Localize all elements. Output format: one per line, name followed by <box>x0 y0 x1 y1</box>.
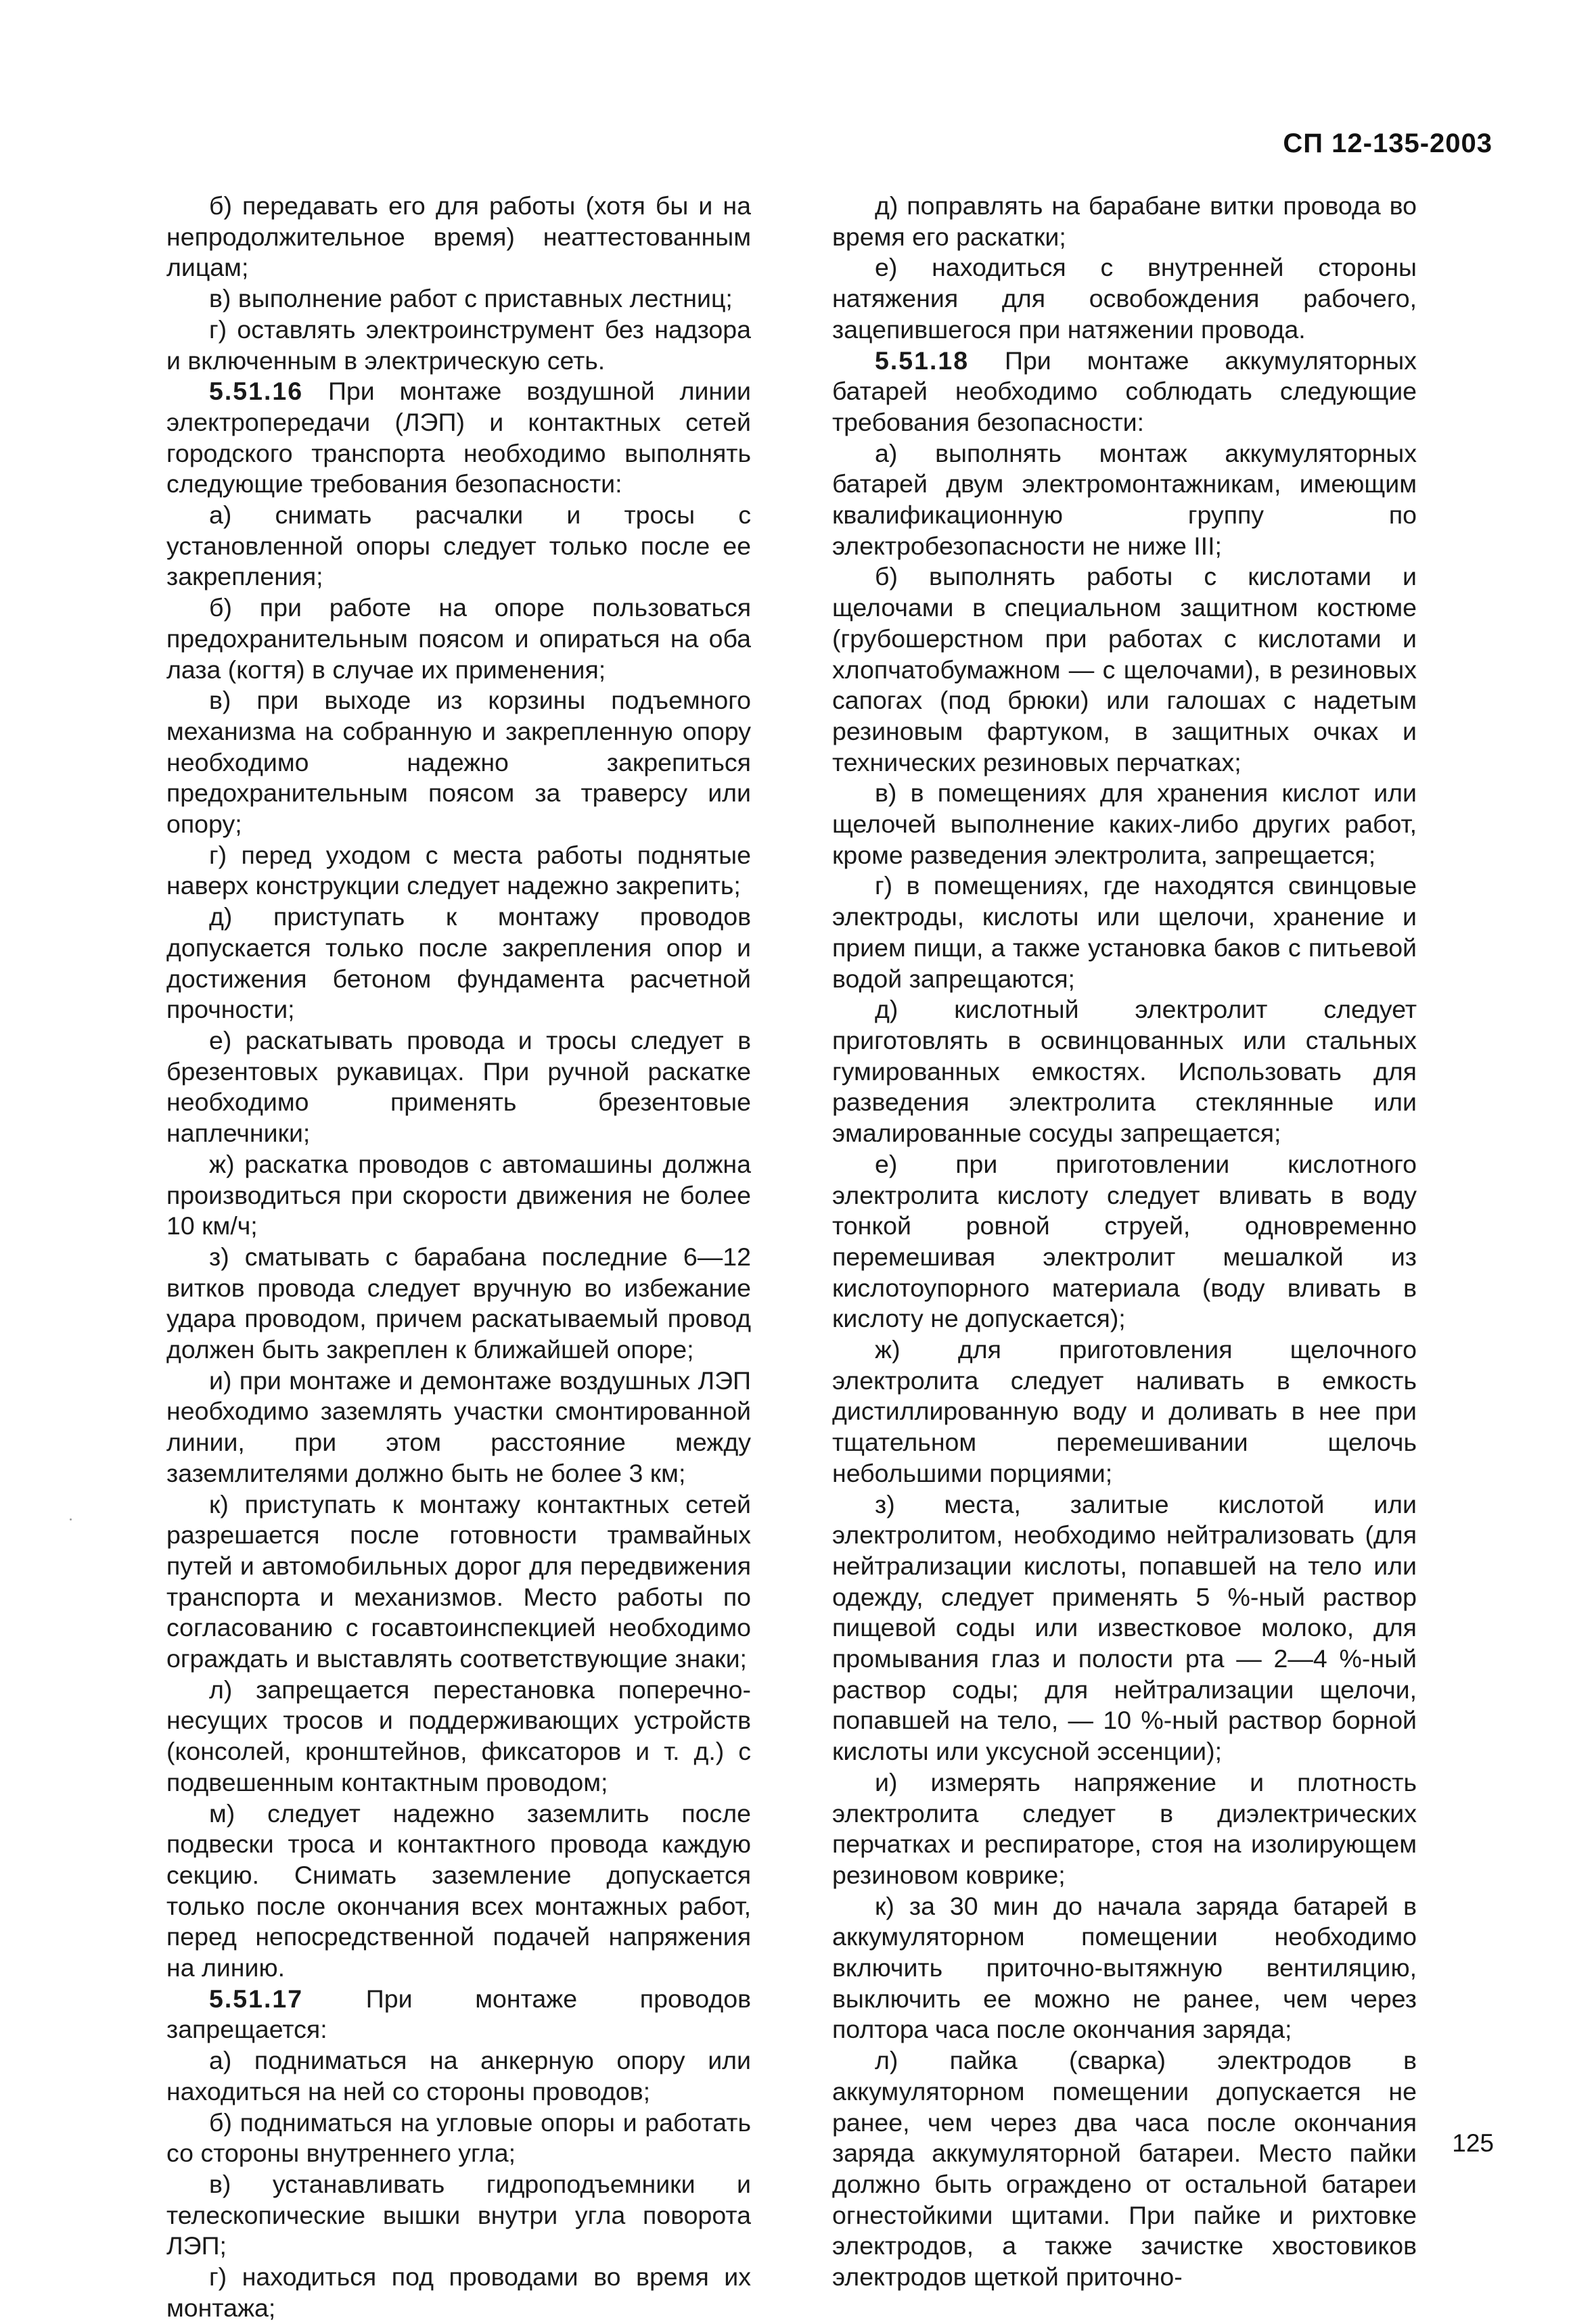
list-item: г) перед уходом с места работы поднятые наверх конструкции следует надежно закрепить; <box>166 840 751 900</box>
list-item: к) за 30 мин до начала заряда батарей в аккумуляторном помещении необходимо включить приточно-вытяжную вентиляцию, выключить ее можно не ранее, чем через полтора часа после окончания заряда; <box>832 1891 1417 2044</box>
list-item: з) сматывать с барабана последние 6—12 витков провода следует вручную во избежание удара проводом, причем раскатываемый провод должен быть закреплен к ближайшей опоре; <box>166 1242 751 1364</box>
right-column <box>832 191 1417 2293</box>
list-item: б) при работе на опоре пользоваться предохранительным поясом и опираться на оба лаза (когтя) в случае их применения; <box>166 593 751 684</box>
list-item: в) при выходе из корзины подъемного механизма на собранную и закрепленную опору необходимо надежно закрепиться предохранительным поясом за траверсу или опору; <box>166 686 751 839</box>
scan-speck <box>70 1518 72 1520</box>
list-item: в) в помещениях для хранения кислот или щелочей выполнение каких-либо других работ, кроме разведения электролита, запрещается; <box>832 778 1417 869</box>
section-5-51-18 <box>832 346 1417 438</box>
list-item: г) в помещениях, где находятся свинцовые электроды, кислоты или щелочи, хранение и прием пищи, а также установка баков с питьевой водой запрещаются; <box>832 871 1417 993</box>
list-item: л) запрещается перестановка поперечно-несущих тросов и поддерживающих устройств (консолей, кронштейнов, фиксаторов и т. д.) с подвешенным контактным проводом; <box>166 1675 751 1796</box>
section-5-51-16 <box>166 376 751 500</box>
section-number: 5.51.18 <box>875 346 970 375</box>
section-text: При монтаже воздушной линии электропередачи (ЛЭП) и контактных сетей городского транспорта необходимо выполнять следующие требования безопасности: <box>166 377 751 498</box>
list-item: е) при приготовлении кислотного электролита кислоту следует вливать в воду тонкой ровной струей, одновременно перемешивая электролит мешалкой из кислотоупорного материала (воду вливать в кислоту не допускается); <box>832 1149 1417 1333</box>
list-item: и) при монтаже и демонтаже воздушных ЛЭП необходимо заземлять участки смонтированной линии, при этом расстояние между заземлителями должно быть не более 3 км; <box>166 1366 751 1487</box>
section-number: 5.51.16 <box>209 377 304 406</box>
list-item: е) раскатывать провода и тросы следует в брезентовых рукавицах. При ручной раскатке необходимо применять брезентовые наплечники; <box>166 1025 751 1148</box>
paragraph: в) выполнение работ с приставных лестниц; <box>209 284 733 313</box>
section-number: 5.51.17 <box>209 1984 304 2013</box>
list-item: в) устанавливать гидроподъемники и телескопические вышки внутри угла поворота ЛЭП; <box>166 2170 751 2260</box>
list-item: и) измерять напряжение и плотность электролита следует в диэлектрических перчатках и респираторе, стоя на изолирующем резиновом коврике; <box>832 1767 1417 1889</box>
page-number: 125 <box>1452 2129 1494 2157</box>
paragraph: б) передавать его для работы (хотя бы и на непродолжительное время) неаттестованным лицам; <box>166 191 751 282</box>
document-code: СП 12-135-2003 <box>1283 129 1493 158</box>
list-item: д) кислотный электролит следует приготовлять в освинцованных или стальных гумированных емкостях. Использовать для разведения электролита стеклянные или эмалированные сосуды запрещается; <box>832 995 1417 1148</box>
list-item: г) находиться под проводами во время их монтажа; <box>166 2262 751 2322</box>
list-item: л) пайка (сварка) электродов в аккумуляторном помещении допускается не ранее, чем через два часа после окончания заряда аккумуляторной батареи. Место пайки должно быть ограждено от остальной батареи огнестойкими щитами. При пайке и рихтовке электродов, а также зачистке хвостовиков электродов щеткой приточно- <box>832 2046 1417 2292</box>
paragraph: г) оставлять электроинструмент без надзора и включенным в электрическую сеть. <box>166 315 751 375</box>
list-item: д) поправлять на барабане витки провода во время его раскатки; <box>832 191 1417 251</box>
list-item: б) подниматься на угловые опоры и работать со стороны внутреннего угла; <box>166 2108 751 2168</box>
list-item: б) выполнять работы с кислотами и щелочами в специальном защитном костюме (грубошерстном при работах с кислотами и хлопчатобумажном — с щелочами), в резиновых сапогах (под брюки) или галошах с надетым резиновым фартуком, в защитных очках и технических резиновых перчатках; <box>832 562 1417 776</box>
list-item: а) снимать расчалки и тросы с установленной опоры следует только после ее закрепления; <box>166 501 751 591</box>
list-item: е) находиться с внутренней стороны натяжения для освобождения рабочего, зацепившегося при натяжении провода. <box>832 253 1417 344</box>
list-item: а) подниматься на анкерную опору или находиться на ней со стороны проводов; <box>166 2046 751 2106</box>
left-column <box>166 191 751 2324</box>
list-item: ж) раскатка проводов с автомашины должна производиться при скорости движения не более 10 км/ч; <box>166 1149 751 1240</box>
section-text: При монтаже аккумуляторных батарей необходимо соблюдать следующие требования безопасности: <box>832 346 1417 436</box>
list-item: з) места, залитые кислотой или электролитом, необходимо нейтрализовать (для нейтрализации кислоты, попавшей на тело или одежду, следует применять 5 %-ный раствор пищевой соды или известковое молоко, для промывания глаз и полости рта — 2—4 %-ный раствор соды; для нейтрализации щелочи, попавшей на тело, — 10 %-ный раствор борной кислоты или уксусной эссенции); <box>832 1489 1417 1766</box>
list-item: к) приступать к монтажу контактных сетей разрешается после готовности трамвайных путей и автомобильных дорог для передвижения транспорта и механизмов. Место работы по согласованию с госавтоинспекцией необходимо ограждать и выставлять соответствующие знаки; <box>166 1489 751 1673</box>
list-item: м) следует надежно заземлить после подвески троса и контактного провода каждую секцию. Снимать заземление допускается только после окончания всех монтажных работ, перед непосредственной подачей напряжения на линию. <box>166 1798 751 1982</box>
section-5-51-17 <box>166 1984 751 2045</box>
section-text: При монтаже проводов запрещается: <box>166 1984 751 2044</box>
list-item: а) выполнять монтаж аккумуляторных батарей двум электромонтажникам, имеющим квалификационную группу по электробезопасности не ниже III; <box>832 438 1417 560</box>
list-item: ж) для приготовления щелочного электролита следует наливать в емкость дистиллированную воду и доливать в нее при тщательном перемешивании щелочь небольшими порциями; <box>832 1335 1417 1487</box>
list-item: д) приступать к монтажу проводов допускается только после закрепления опор и достижения бетоном фундамента расчетной прочности; <box>166 902 751 1024</box>
